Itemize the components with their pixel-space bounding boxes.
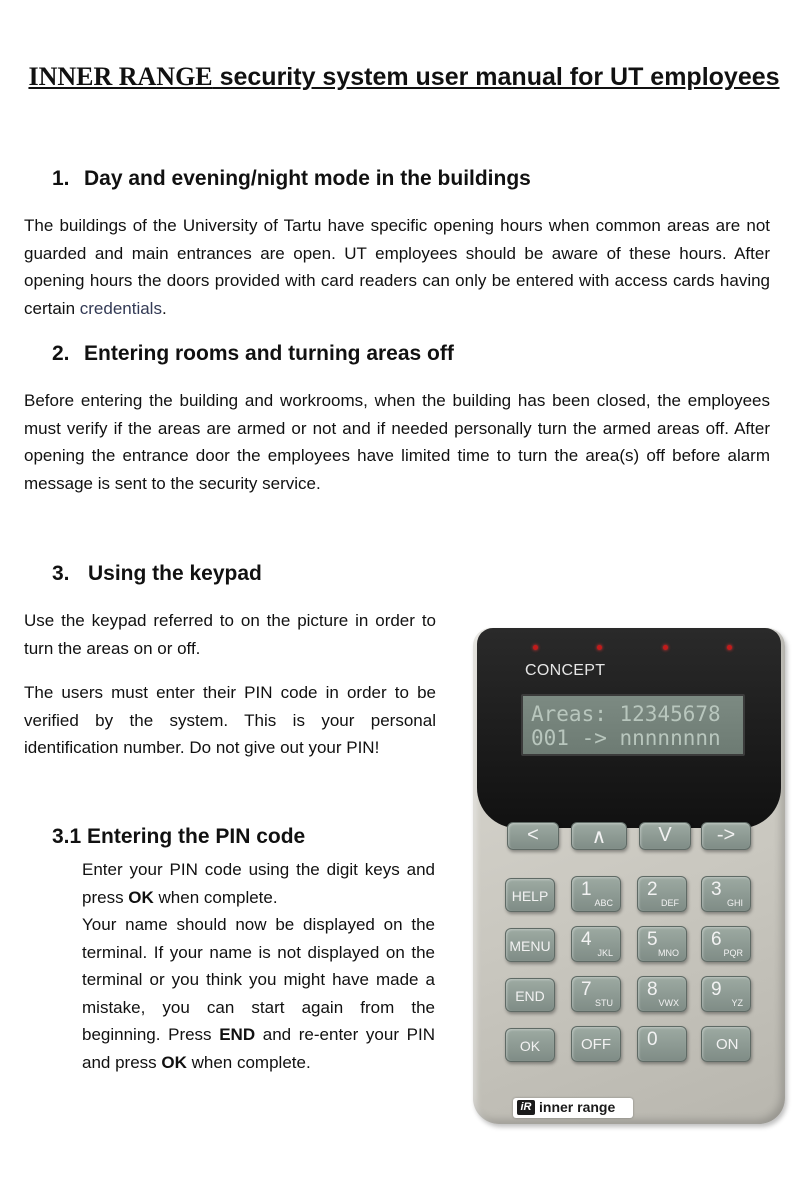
subsection-text-2 xyxy=(82,911,435,1077)
key-label: END xyxy=(515,988,545,1004)
digit-key-3 xyxy=(701,876,751,912)
credentials-term: credentials xyxy=(79,298,162,318)
inner-range-logo xyxy=(513,1098,633,1118)
key-letters: STU xyxy=(595,998,613,1008)
on-key xyxy=(701,1026,751,1062)
key-label: V xyxy=(658,824,672,846)
digit-key-5 xyxy=(637,926,687,962)
key-digit: 0 xyxy=(647,1029,658,1050)
end-key xyxy=(505,978,555,1012)
lcd-screen xyxy=(521,694,745,756)
ok-key-ref: OK xyxy=(161,1052,187,1072)
key-label: OFF xyxy=(581,1036,611,1053)
key-digit: 3 xyxy=(711,879,722,900)
document-title xyxy=(0,62,808,92)
section-2-heading xyxy=(52,342,454,366)
key-letters: PQR xyxy=(723,948,743,958)
key-label: OK xyxy=(519,1038,541,1054)
key-digit: 2 xyxy=(647,879,658,900)
subsection-heading: 3.1 Entering the PIN code xyxy=(52,825,306,848)
keypad-brand: CONCEPT xyxy=(525,662,606,679)
text-run: and re-enter your PIN and press xyxy=(82,1025,435,1072)
key-label: MENU xyxy=(509,938,551,954)
help-key xyxy=(505,878,555,912)
ok-key-ref: OK xyxy=(128,887,154,907)
section-3-heading xyxy=(52,562,262,586)
paragraph-tail: . xyxy=(161,298,167,318)
section-number: 2. xyxy=(52,342,70,365)
section-title: Using the keypad xyxy=(88,562,262,585)
digit-key-6 xyxy=(701,926,751,962)
keypad-display-panel xyxy=(477,628,781,828)
led-indicator xyxy=(597,645,602,650)
key-letters: ABC xyxy=(594,898,613,908)
text-run: Enter your PIN code using the digit keys and press xyxy=(82,860,435,907)
digit-key-2 xyxy=(637,876,687,912)
led-indicator xyxy=(533,645,538,650)
title-rest: security system user manual for UT employees xyxy=(212,63,780,91)
key-label: ∧ xyxy=(591,826,607,848)
key-letters: YZ xyxy=(731,998,743,1008)
off-key xyxy=(571,1026,621,1062)
section-2-text: Before entering the building and workrooms, when the building has been closed, the employees must verify if the areas are armed or not and if needed personally turn the armed areas off. After opening the entrance door the employees have limited time to turn the area(s) off before alarm message is sent to the security service. xyxy=(24,391,770,493)
text-run: Your name should now be displayed on the terminal. If your name is not displayed on the terminal or you think you might have made a mistake, you can start again from the beginning. Press xyxy=(82,915,435,1045)
digit-key-8 xyxy=(637,976,687,1012)
key-label: -> xyxy=(716,824,736,846)
digit-key-9 xyxy=(701,976,751,1012)
key-letters: DEF xyxy=(661,898,679,908)
lcd-line-2: 001 -> nnnnnnnn xyxy=(531,726,721,750)
digit-key-7 xyxy=(571,976,621,1012)
down-arrow-key xyxy=(639,822,691,850)
end-key-ref: END xyxy=(219,1025,256,1045)
section-number: 1. xyxy=(52,167,70,190)
section-3-text-2: The users must enter their PIN code in order to be verified by the system. This is your personal identification number. Do not give out your PIN! xyxy=(24,683,436,758)
section-title: Day and evening/night mode in the buildings xyxy=(84,167,531,190)
key-digit: 9 xyxy=(711,979,722,1000)
section-1-heading xyxy=(52,167,531,191)
led-indicator xyxy=(663,645,668,650)
key-digit: 8 xyxy=(647,979,658,1000)
text-run: when complete. xyxy=(153,887,278,907)
lcd-line-1: Areas: 12345678 xyxy=(531,702,721,726)
key-label: HELP xyxy=(511,888,549,904)
key-letters: GHI xyxy=(726,898,743,908)
logo-text: inner range xyxy=(539,1099,616,1115)
section-3-text-1: Use the keypad referred to on the picture in order to turn the areas on or off. xyxy=(24,611,436,658)
key-letters: JKL xyxy=(597,948,613,958)
key-digit: 1 xyxy=(581,879,592,900)
key-digit: 4 xyxy=(581,929,592,950)
text-run: when complete. xyxy=(186,1052,311,1072)
section-number: 3. xyxy=(52,562,70,585)
key-letters: MNO xyxy=(658,948,679,958)
key-label: < xyxy=(527,824,539,846)
led-indicator xyxy=(727,645,732,650)
paragraph-text: The buildings of the University of Tartu have specific opening hours when common areas are not guarded and main entrances are open. UT employees should be aware of these hours. After opening hours the doors provided with card readers can only be entered with access cards having certain xyxy=(24,216,770,318)
key-label: ON xyxy=(716,1036,739,1053)
ok-key xyxy=(505,1028,555,1062)
key-digit: 6 xyxy=(711,929,722,950)
ir-logo-icon: iR xyxy=(517,1100,535,1115)
left-arrow-key xyxy=(507,822,559,850)
digit-key-0 xyxy=(637,1026,687,1062)
menu-key xyxy=(505,928,555,962)
right-arrow-key xyxy=(701,822,751,850)
section-title: Entering rooms and turning areas off xyxy=(84,342,454,365)
key-letters: VWX xyxy=(658,998,679,1008)
section-1-text xyxy=(24,212,770,322)
keypad-photo xyxy=(473,628,785,1124)
title-brand: INNER RANGE xyxy=(28,62,213,91)
key-digit: 5 xyxy=(647,929,658,950)
up-arrow-key xyxy=(571,822,627,850)
digit-key-4 xyxy=(571,926,621,962)
digit-key-1 xyxy=(571,876,621,912)
subsection-text-1 xyxy=(82,856,435,911)
key-digit: 7 xyxy=(581,979,592,1000)
